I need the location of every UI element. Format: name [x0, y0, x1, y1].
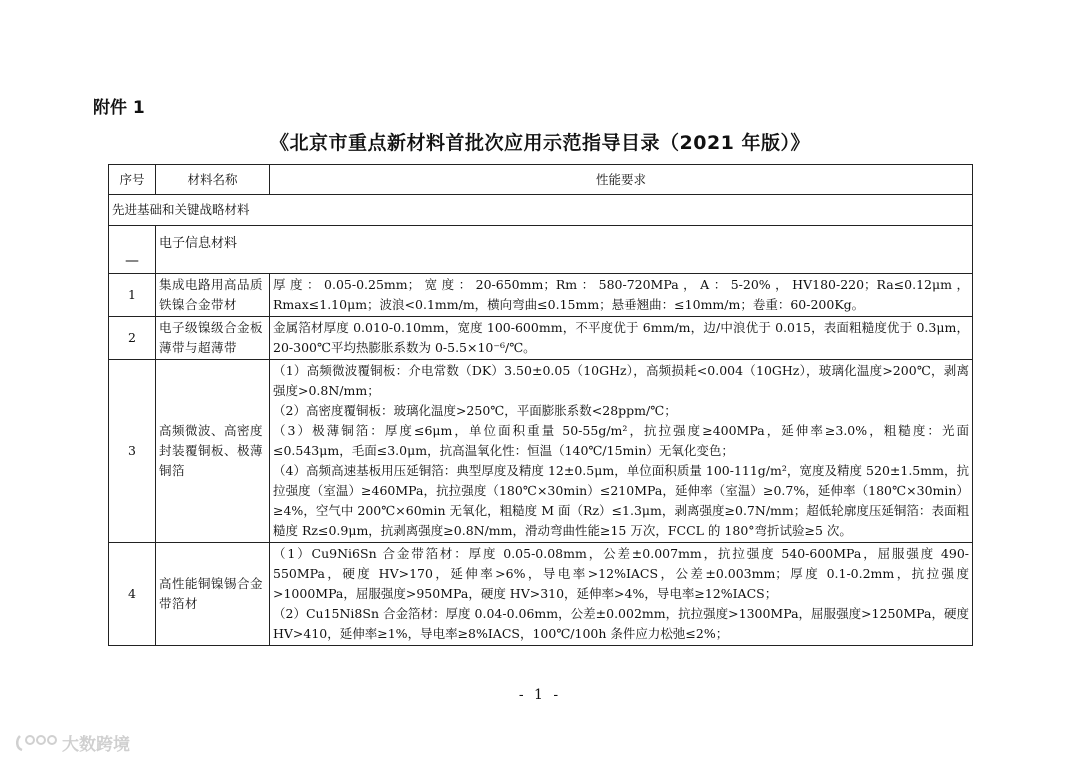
section-row [109, 195, 973, 226]
performance-requirements [270, 317, 973, 360]
subsection-marker: — [109, 226, 156, 274]
material-name: 电子级镍级合金板薄带与超薄带 [156, 317, 270, 360]
performance-requirements [270, 543, 973, 646]
performance-requirements [270, 360, 973, 543]
row-number: 1 [109, 274, 156, 317]
table-row [109, 317, 973, 360]
table-header-row [109, 165, 973, 195]
table-row [109, 360, 973, 543]
material-name: 高性能铜镍锡合金带箔材 [156, 543, 270, 646]
table-row [109, 274, 973, 317]
material-name: 高频微波、高密度封装覆铜板、极薄铜箔 [156, 360, 270, 543]
page-number: - 1 - [518, 687, 562, 703]
watermark-text: 大数跨境 [62, 735, 130, 755]
document-title: 《北京市重点新材料首批次应用示范指导目录（2021 年版）》 [270, 132, 810, 154]
requirement-item: （2）高密度覆铜板：玻璃化温度>250℃，平面膨胀系数<28ppm/℃； [273, 403, 677, 418]
requirement-item: （3）极薄铜箔：厚度≤6μm，单位面积重量 50-55g/m²，抗拉强度≥400MPa，延伸率≥3.0%，粗糙度：光面≤0.543μm，毛面≤3.0μm，抗高温氧化性：恒温（140℃/15min）无氧化变色； [273, 423, 969, 458]
materials-catalog-table [108, 164, 973, 646]
header-no: 序号 [109, 165, 156, 195]
row-number: 2 [109, 317, 156, 360]
subsection-title: 电子信息材料 [156, 226, 973, 274]
attachment-label: 附件 1 [93, 98, 145, 118]
section-title: 先进基础和关键战略材料 [109, 195, 973, 226]
subsection-row [109, 226, 973, 274]
material-name: 集成电路用高品质铁镍合金带材 [156, 274, 270, 317]
requirement-item: 厚度：0.05-0.25mm；宽度：20-650mm；Rm：580-720MPa，A：5-20%，HV180-220；Ra≤0.12μm，Rmax≤1.10μm；波浪<0.1mm/m，横向弯曲≤0.15mm；悬垂翘曲：≤10mm/m；卷重：60-200Kg。 [273, 277, 969, 312]
header-requirements: 性能要求 [270, 165, 973, 195]
header-material-name: 材料名称 [156, 165, 270, 195]
row-number: 3 [109, 360, 156, 543]
requirement-item: （1）Cu9Ni6Sn 合金带箔材：厚度 0.05-0.08mm，公差±0.007mm，抗拉强度 540-600MPa，屈服强度 490-550MPa，硬度 HV>170，延伸率>6%，导电率>12%IACS，公差±0.003mm；厚度 0.1-0.2mm，抗拉强度>1000MPa，屈服强度>950MPa，硬度 HV>310，延伸率>4%，导电率≥12%IACS； [273, 546, 969, 601]
requirement-item: 金属箔材厚度 0.010-0.10mm，宽度 100-600mm，不平度优于 6mm/m，边/中浪优于 0.015，表面粗糙度优于 0.3μm，20-300℃平均热膨胀系数为 0-5.5×10⁻⁶/℃。 [273, 320, 969, 355]
watermark [14, 730, 130, 755]
table-body [109, 274, 973, 646]
requirement-item: （1）高频微波覆铜板：介电常数（DK）3.50±0.05（10GHz），高频损耗<0.004（10GHz），玻璃化温度>200℃，剥离强度>0.8N/mm； [273, 363, 969, 398]
requirement-item: （2）Cu15Ni8Sn 合金箔材：厚度 0.04-0.06mm，公差±0.002mm，抗拉强度>1300MPa，屈服强度>1250MPa，硬度 HV>410，延伸率≥1%，导电率≥8%IACS，100℃/100h 条件应力松弛≤2%； [273, 606, 969, 641]
brand-logo-icon [14, 732, 58, 754]
performance-requirements [270, 274, 973, 317]
table-row [109, 543, 973, 646]
requirement-item: （4）高频高速基板用压延铜箔：典型厚度及精度 12±0.5μm，单位面积质量 100-111g/m²，宽度及精度 520±1.5mm，抗拉强度（室温）≥460MPa，抗拉强度（180℃×30min）≤210MPa，延伸率（室温）≥0.7%，延伸率（180℃×30min）≥4%，空气中 200℃×60min 无氧化，粗糙度 M 面（Rz）≤1.3μm，剥离强度≥0.7N/mm；超低轮廓度压延铜箔：表面粗糙度 Rz≤0.9μm，抗剥离强度≥0.8N/mm，滑动弯曲性能≥15 万次，FCCL 的 180°弯折试验≥5 次。 [273, 463, 969, 538]
row-number: 4 [109, 543, 156, 646]
